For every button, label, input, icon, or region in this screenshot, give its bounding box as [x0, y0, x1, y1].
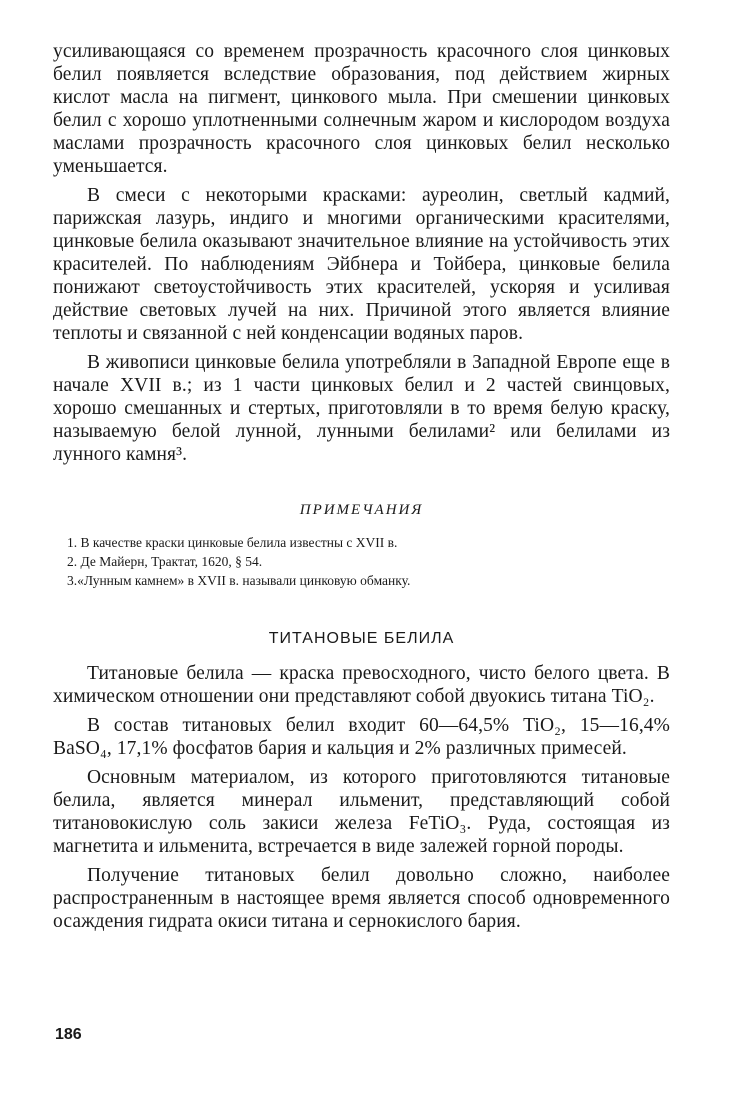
paragraph-titanium-production: Получение титановых белил довольно сложно, наиболее распространенным в настоящее время является способ одновременного осаждения гидрата окиси титана и сернокислого бария. — [53, 865, 670, 932]
paragraph-continuation: усиливающаяся со временем прозрачность красочного слоя цинковых белил появляется вследствие образования, под действием жирных кислот масла на пигмент, цинкового мыла. При смешении цинковых белил с хорошо уплотненными солнечным жаром и кислородом воздуха маслами прозрачность красочного слоя цинковых белил несколько уменьшается. — [53, 41, 670, 177]
paragraph-painting-history: В живописи цинковые белила употребляли в Западной Европе еще в начале XVII в.; из 1 части цинковых белил и 2 частей свинцовых, хорошо смешанных и стертых, приготовляли в то время белую краску, называемую белой лунной, лунными белилами² или белилами из лунного камня³. — [53, 352, 670, 465]
page-number: 186 — [55, 1026, 82, 1043]
note-item: 3.«Лунным камнем» в XVII в. называли цинковую обманку. — [67, 573, 411, 588]
note-item: 2. Де Майерн, Трактат, 1620, § 54. — [67, 554, 263, 569]
section-title: ТИТАНОВЫЕ БЕЛИЛА — [268, 630, 455, 647]
notes-list — [67, 533, 670, 590]
note-item: 1. В качестве краски цинковые белила известны с XVII в. — [67, 535, 398, 550]
paragraph-titanium-intro: Титановые белила — краска превосходного, чисто белого цвета. В химическом отношении они представляют собой двуокись титана TiO₂. — [53, 663, 670, 707]
paragraph-titanium-material: Основным материалом, из которого приготовляются титановые белила, является минерал ильменит, представляющий собой титановокислую соль закиси железа FeTiO₃. Руда, состоящая из магнетита и ильменита, встречается в виде залежей горной породы. — [53, 767, 670, 857]
paragraph-titanium-composition: В состав титановых белил входит 60—64,5% TiO₂, 15—16,4% BaSO₄, 17,1% фосфатов бария и кальция и 2% различных примесей. — [53, 715, 670, 759]
notes-heading: ПРИМЕЧАНИЯ — [299, 502, 424, 518]
paragraph-mixtures: В смеси с некоторыми красками: ауреолин, светлый кадмий, парижская лазурь, индиго и многими органическими красителями, цинковые белила оказывают значительное влияние на устойчивость этих красителей. По наблюдениям Эйбнера и Тойбера, цинковые белила понижают светоустойчивость этих красителей, ускоряя и усиливая действие световых лучей на них. Причиной этого является влияние теплоты и связанной с ней конденсации водяных паров. — [53, 185, 670, 344]
